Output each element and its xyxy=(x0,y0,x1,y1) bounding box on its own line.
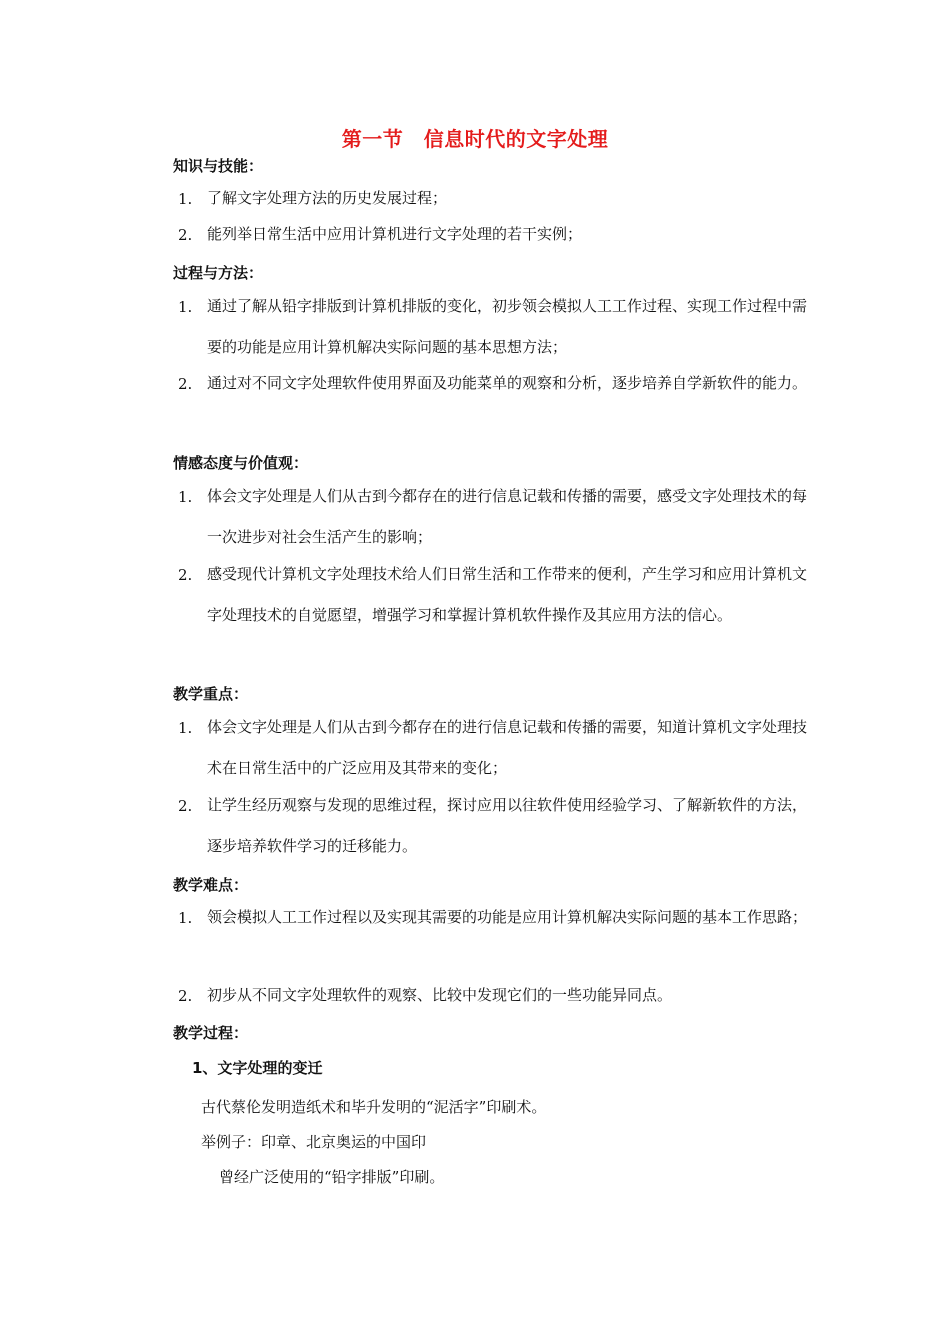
list-item-number: 2. xyxy=(178,797,193,815)
heading-process-methods: 过程与方法： xyxy=(173,264,264,282)
list-item-text: 能列举日常生活中应用计算机进行文字处理的若干实例； xyxy=(207,225,583,243)
list-item-text: 让学生经历观察与发现的思维过程，探讨应用以往软件使用经验学习、了解新软件的方法，逐步培养软件学习的迁移能力。 xyxy=(207,796,808,855)
paragraph-line: 曾经广泛使用的“铅字排版”印刷。 xyxy=(219,1168,445,1186)
paragraph-line: 古代蔡伦发明造纸术和毕升发明的“泥活字”印刷术。 xyxy=(201,1098,547,1116)
list-item-number: 2. xyxy=(178,566,193,584)
list-item-text: 领会模拟人工工作过程以及实现其需要的功能是应用计算机解决实际问题的基本工作思路； xyxy=(207,908,808,926)
heading-difficulties: 教学难点： xyxy=(173,876,249,894)
list-item-text: 通过了解从铅字排版到计算机排版的变化，初步领会模拟人工工作过程、实现工作过程中需要的功能是应用计算机解决实际问题的基本思想方法； xyxy=(207,297,808,356)
list-item-text: 通过对不同文字处理软件使用界面及功能菜单的观察和分析，逐步培养自学新软件的能力。 xyxy=(207,374,808,392)
list-item-number: 1. xyxy=(178,909,193,927)
list-item-number: 2. xyxy=(178,226,193,244)
list-item-text: 体会文字处理是人们从古到今都存在的进行信息记载和传播的需要，知道计算机文字处理技术在日常生活中的广泛应用及其带来的变化； xyxy=(207,718,808,777)
list-item-text: 感受现代计算机文字处理技术给人们日常生活和工作带来的便利，产生学习和应用计算机文字处理技术的自觉愿望，增强学习和掌握计算机软件操作及其应用方法的信心。 xyxy=(207,565,808,624)
heading-knowledge-skills: 知识与技能： xyxy=(173,157,264,175)
list-item-text: 体会文字处理是人们从古到今都存在的进行信息记载和传播的需要，感受文字处理技术的每一次进步对社会生活产生的影响； xyxy=(207,487,808,546)
list-item-number: 1. xyxy=(178,190,193,208)
list-item-number: 2. xyxy=(178,987,193,1005)
heading-teaching-process: 教学过程： xyxy=(173,1024,249,1042)
document-title: 第一节 信息时代的文字处理 xyxy=(341,127,609,151)
list-item-number: 2. xyxy=(178,375,193,393)
paragraph-line: 举例子：印章、北京奥运的中国印 xyxy=(201,1133,427,1151)
heading-key-points: 教学重点： xyxy=(173,685,249,703)
list-item-number: 1. xyxy=(178,298,193,316)
list-item-number: 1. xyxy=(178,488,193,506)
list-item-text: 初步从不同文字处理软件的观察、比较中发现它们的一些功能异同点。 xyxy=(207,986,673,1004)
list-item-text: 了解文字处理方法的历史发展过程； xyxy=(207,189,448,207)
heading-emotion-values: 情感态度与价值观： xyxy=(173,454,309,472)
subheading-text-processing-history: 1、文字处理的变迁 xyxy=(192,1059,323,1077)
list-item-number: 1. xyxy=(178,719,193,737)
